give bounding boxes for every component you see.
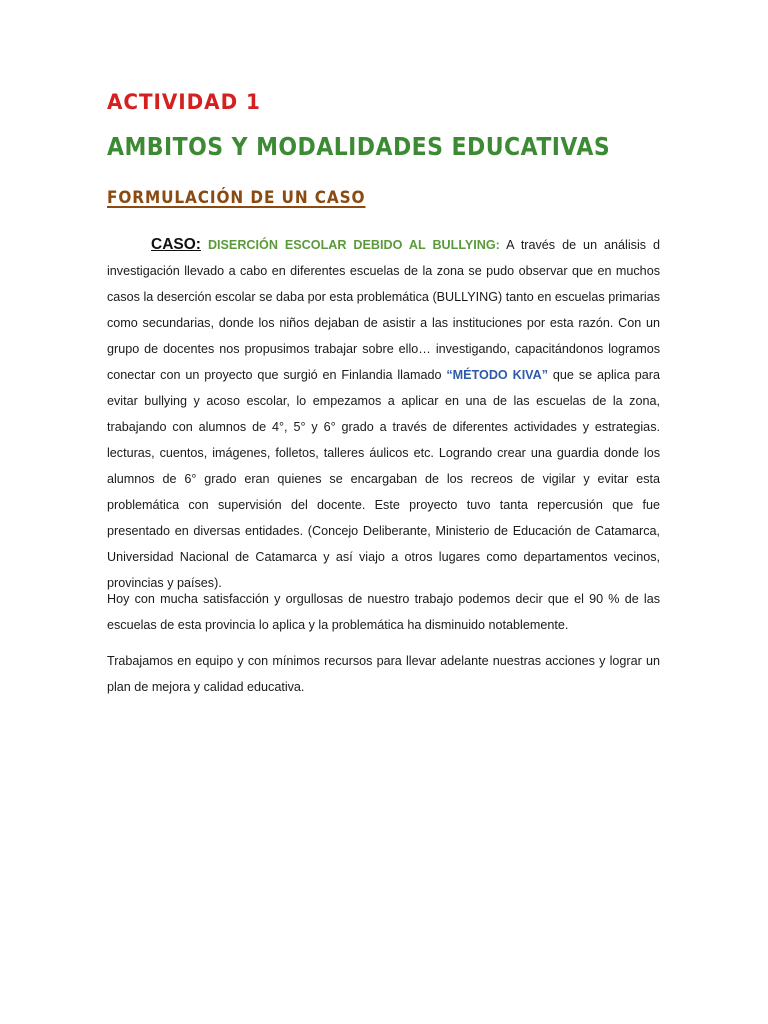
- activity-heading: ACTIVIDAD 1: [107, 90, 261, 114]
- case-text-after-method: que se aplica para evitar bullying y acoso escolar, lo empezamos a aplicar en una de las escuelas de la zona, trabajando con alumnos de 4°, 5° y 6° grado a través de diferentes actividades y estrategias. lecturas, cuentos, imágenes, folletos, talleres áulicos etc. Logrando crear una guardia donde los alumnos de 6° grado eran quienes se encargaban de los recreos de vigilar y evitar esta problemática con supervisión del docente. Este proyecto tuvo tanta repercusión que fue presentado en diversas entidades. (Concejo Deliberante, Ministerio de Educación de Catamarca, Universidad Nacional de Catamarca y así viajo a otros lugares como departamentos vecinos, provincias y países).: [107, 368, 660, 590]
- case-text-before-method: A través de un análisis d investigación llevado a cabo en diferentes escuelas de la zona se pudo observar que en muchos casos la deserción escolar se daba por esta problemática (BULLYING) tanto en escuelas primarias como secundarias, donde los niños dejaban de asistir a las instituciones por esta razón. Con un grupo de docentes nos propusimos trabajar sobre ello… investigando, capacitándonos logramos conectar con un proyecto que surgió en Finlandia llamado: [107, 238, 661, 382]
- case-paragraph: [107, 232, 660, 596]
- teamwork-paragraph: Trabajamos en equipo y con mínimos recursos para llevar adelante nuestras acciones y lograr un plan de mejora y calidad educativa.: [107, 654, 660, 694]
- method-name: “MÉTODO KIVA”: [446, 368, 549, 382]
- section-heading: FORMULACIÓN DE UN CASO: [107, 188, 366, 208]
- topic-heading: AMBITOS Y MODALIDADES EDUCATIVAS: [107, 132, 611, 161]
- case-title: DISERCIÓN ESCOLAR DEBIDO AL BULLYING:: [207, 238, 500, 252]
- results-paragraph: Hoy con mucha satisfacción y orgullosas de nuestro trabajo podemos decir que el 90 % de las escuelas de esta provincia lo aplica y la problemática ha disminuido notablemente.: [107, 592, 660, 632]
- case-label: CASO:: [151, 236, 201, 253]
